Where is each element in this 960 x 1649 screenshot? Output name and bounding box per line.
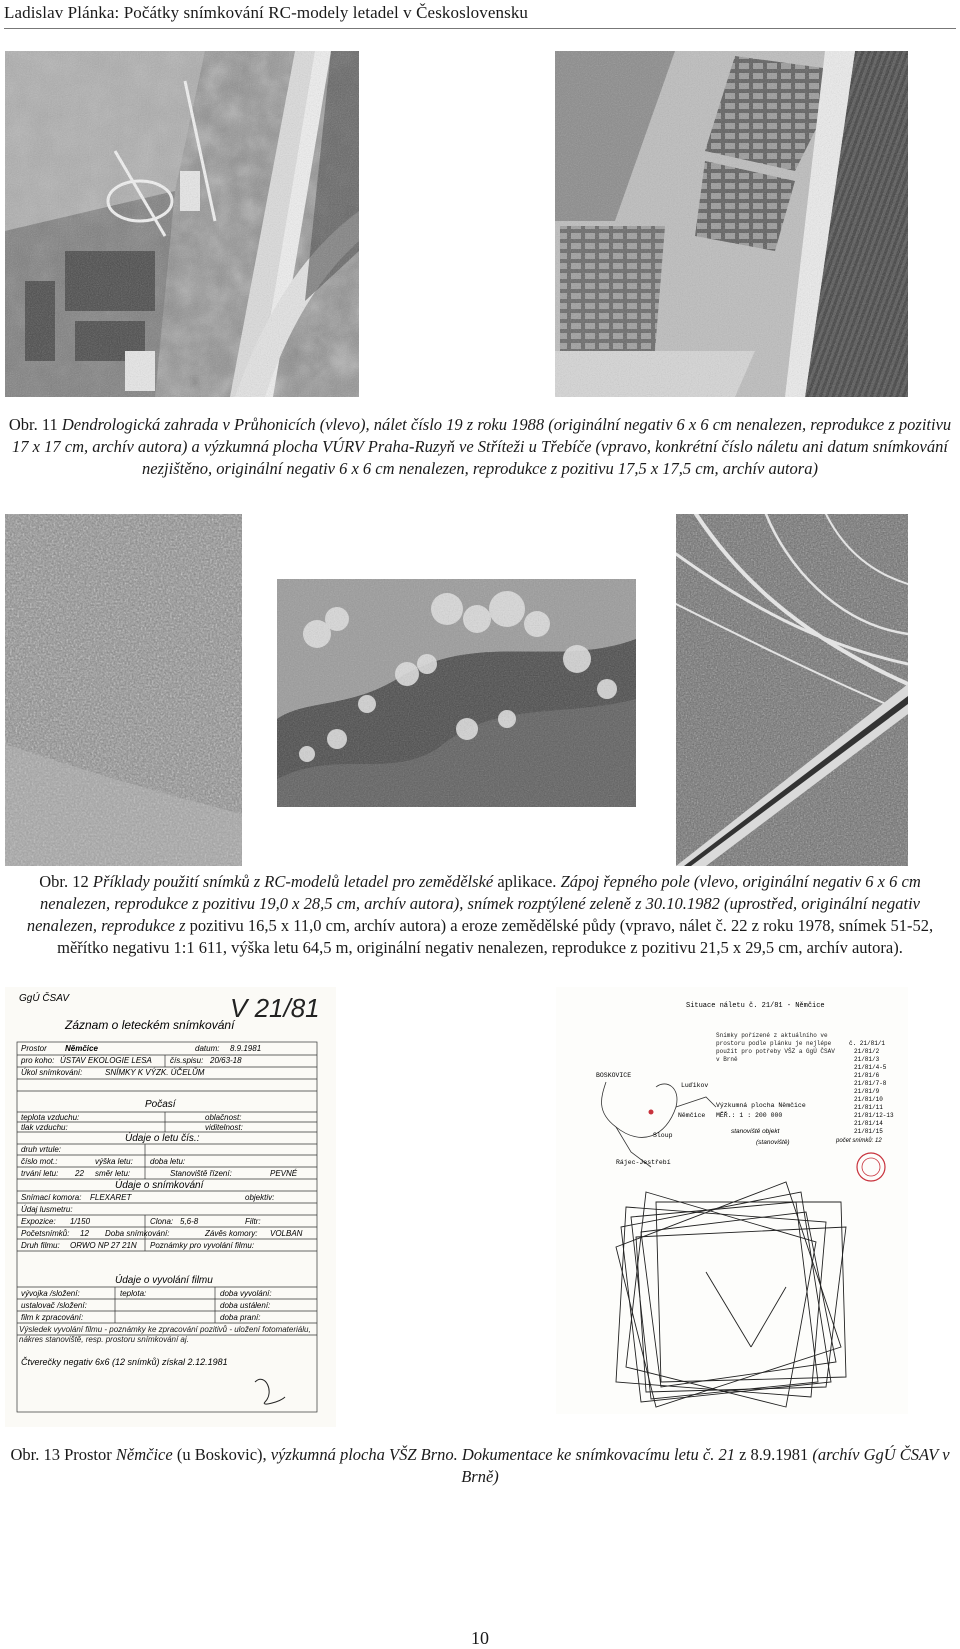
- form-smer-letu-label: směr letu:: [95, 1169, 131, 1178]
- form-viditelnost-label: viditelnost:: [205, 1123, 243, 1132]
- form-flight-number: V 21/81: [230, 993, 320, 1023]
- form-clona-label: Clona:: [150, 1217, 174, 1226]
- figure12-caption-part4: pozitivu 16,5 x 11,0 cm, archív autora) a eroze zemědělské půdy (vpravo, nálet č. 22 z roku 1978, snímek 51-52, měřítko negativu 1:1 611, výška letu 64,5 m, originální negativ nenalezen, reprodukce z pozitivu 21,5 x 29,5 cm, archív autora).: [57, 916, 934, 957]
- research-plot-marker: [649, 1110, 654, 1115]
- form-zaverka-value: VOLBAN: [270, 1229, 303, 1238]
- place-rajec: Rájec-Jestřebí: [616, 1159, 671, 1166]
- figure11-caption-part2: (vlevo), nálet číslo 19 z roku 1988 (originální negativ 6 x 6 cm nenalezen, reprodukce z pozitivu 17 x 17 cm, archív autora) a výzkumná plocha VÚRV Praha-Ruzyň ve Stříteži u Třebíče (vpravo, konkrétní číslo náletu ani datum snímkování nezjištěno, originální negativ 6 x 6 cm nenalezen, reprodukce z pozitivu 17,5 x 17,5 cm, archív autora): [12, 415, 952, 478]
- form-doba-vyvolani-label: doba vyvolání:: [220, 1289, 272, 1298]
- place-ludikov: Luďikov: [681, 1082, 709, 1089]
- photo-number: 21/81/4-5: [854, 1064, 887, 1071]
- form-komora-label: Snímací komora:: [21, 1193, 82, 1202]
- figure12-caption-part2: aplikace.: [493, 872, 557, 891]
- figure13-label: Obr. 13: [10, 1445, 60, 1464]
- photo-number: 21/81/9: [854, 1088, 880, 1095]
- form-stanoviste-label: Stanoviště řízení:: [170, 1169, 232, 1178]
- form-pro-koho-value: ÚSTAV EKOLOGIE LESA: [60, 1056, 152, 1065]
- figure13-caption-part4: výzkumná plocha VŠZ Brno. Dokumentace ke snímkovacímu letu č. 21: [266, 1445, 735, 1464]
- form-vyvolani-label: Údaje o vyvolání filmu: [115, 1275, 213, 1286]
- figure13-caption-part5: z 8.9.1981: [734, 1445, 809, 1464]
- form-teplota2-label: teplota:: [120, 1289, 147, 1298]
- figure12-label: Obr. 12: [39, 872, 89, 891]
- photo-strizez-aerial: [555, 51, 908, 397]
- form-trvani-letu-value: 22: [75, 1169, 84, 1178]
- form-doba-ustaleni-label: doba ustálení:: [220, 1301, 271, 1310]
- figure13-caption-part6: (archív GgÚ ČSAV v Brně): [461, 1445, 950, 1486]
- form-udaj-lusmetru-label: Údaj lusmetru:: [21, 1205, 73, 1214]
- photo-count: počet snímků: 12: [836, 1138, 882, 1144]
- form-pocasi-label: Počasí: [145, 1099, 176, 1110]
- page-number: 10: [471, 1628, 489, 1648]
- form-vyvojka-label: vývojka /složení:: [21, 1289, 80, 1298]
- photo-number: 21/81/11: [854, 1104, 883, 1111]
- form-ukol-label: Úkol snímkování:: [21, 1068, 83, 1077]
- form-clona-value: 5,6-8: [180, 1217, 199, 1226]
- photo-pruhonice-aerial: [5, 51, 359, 397]
- plot-label: Výzkumná plocha Němčice: [716, 1102, 806, 1109]
- flight-situation-map: [556, 987, 908, 1414]
- photo-number: 21/81/15: [854, 1128, 883, 1135]
- form-title: Záznam o leteckém snímkování: [65, 1018, 235, 1032]
- form-teplota-label: teplota vzduchu:: [21, 1113, 80, 1122]
- form-expozice-value: 1/150: [70, 1217, 91, 1226]
- form-datum-label: datum:: [195, 1044, 220, 1053]
- figure11-label: Obr. 11: [8, 415, 58, 434]
- figure13-caption-part2: Němčice: [111, 1445, 173, 1464]
- figure13-caption-part3: (u Boskovic),: [172, 1445, 267, 1464]
- photo-number: č. 21/81/1: [849, 1040, 886, 1047]
- form-pro-koho-label: pro koho:: [21, 1056, 55, 1065]
- form-vysledek-value: Čtverečky negativ 6x6 (12 snímků) získal 2.12.1981: [21, 1357, 228, 1367]
- photo-number: 21/81/10: [854, 1096, 883, 1103]
- map-note: Snímky pořízené z aktuálního ve prostoru podle plánku je nejlépe použít pro potřeby VŠZ a GgÚ ČSAV v Brně: [716, 1032, 835, 1063]
- photo-beet-field: [5, 514, 242, 866]
- photo-number: 21/81/6: [854, 1072, 880, 1079]
- photo-number: 21/81/14: [854, 1120, 883, 1127]
- map-scale: MĚŘ.: 1 : 200 000: [716, 1112, 783, 1119]
- legend-stand: (stanoviště): [756, 1139, 790, 1146]
- legend-object: stanoviště objekt: [731, 1128, 780, 1135]
- figure11-caption-part1: Dendrologická zahrada v Průhonicích: [57, 415, 316, 434]
- form-poznamky-label: Poznámky pro vyvolání filmu:: [150, 1241, 255, 1250]
- form-udaje-letu-label: Údaje o letu čís.:: [125, 1133, 200, 1144]
- form-ukol-value: SNÍMKY K VÝZK. ÚČELŮM: [105, 1068, 205, 1077]
- photo-number: 21/81/3: [854, 1056, 880, 1063]
- photo-scattered-greenery: [277, 579, 636, 807]
- figure12-caption-part3: Zápoj řepného pole (vlevo, originální negativ 6 x 6 cm nenalezen, reprodukce z pozitivu 19,0 x 28,5 cm, archív autora), snímek rozptýlené zeleně z 30.10.1982 (uprostřed, originální negativ nenalezen, reprodukce z: [26, 872, 921, 935]
- photo-number: 21/81/2: [854, 1048, 880, 1055]
- flight-record-form: [5, 987, 336, 1427]
- running-title: Ladislav Plánka: Počátky snímkování RC-modely letadel v Československu: [4, 3, 529, 22]
- form-zaverka-label: Závěs komory:: [205, 1229, 258, 1238]
- form-prostor-value: Němčice: [65, 1044, 98, 1053]
- form-ustalovac-label: ustalovač /složení:: [21, 1301, 87, 1310]
- form-cis-spisu-value: 20/63-18: [210, 1056, 242, 1065]
- photo-soil-erosion: [676, 514, 908, 866]
- form-objektiv-label: objektiv:: [245, 1193, 275, 1202]
- form-druh-filmu-value: ORWO NP 27 21N: [70, 1241, 137, 1250]
- form-komora-value: FLEXARET: [90, 1193, 132, 1202]
- figure13-caption: [8, 1444, 952, 1488]
- place-nemcice: Němčice: [678, 1112, 706, 1119]
- form-cislo-motoru-label: číslo mot.:: [21, 1157, 58, 1166]
- form-doba-prani-label: doba praní:: [220, 1313, 261, 1322]
- form-stanoviste-value: PEVNÉ: [270, 1169, 298, 1178]
- form-pocet-snimku-value: 12: [80, 1229, 89, 1238]
- form-filtr-label: Filtr:: [245, 1217, 261, 1226]
- form-expozice-label: Expozice:: [21, 1217, 56, 1226]
- place-boskovice: BOSKOVICE: [596, 1072, 632, 1079]
- form-cis-spisu-label: čís.spisu:: [170, 1056, 204, 1065]
- form-doba-snimkovani-label: Doba snímkování:: [105, 1229, 170, 1238]
- form-datum-value: 8.9.1981: [230, 1044, 262, 1053]
- form-pocet-snimku-label: Početsnímků:: [21, 1229, 70, 1238]
- form-vyska-letu-label: výška letu:: [95, 1157, 133, 1166]
- place-sloup: Sloup: [653, 1132, 673, 1139]
- form-udaje-snimkovani-label: Údaje o snímkování: [115, 1180, 204, 1191]
- photo-number: 21/81/7-8: [854, 1080, 887, 1087]
- form-trvani-letu-label: trvání letu:: [21, 1169, 59, 1178]
- figure12-caption-part1: Příklady použití snímků z RC-modelů letadel pro zemědělské: [88, 872, 494, 891]
- form-org: GgÚ ČSAV: [19, 993, 70, 1004]
- form-druh-filmu-label: Druh filmu:: [21, 1241, 60, 1250]
- form-prostor-label: Prostor: [21, 1044, 47, 1053]
- figure11-caption: [8, 414, 952, 480]
- figure13-caption-part1: Prostor: [59, 1445, 112, 1464]
- photo-number: 21/81/12-13: [854, 1112, 894, 1119]
- figure12-caption: [8, 871, 952, 959]
- running-header: [4, 0, 956, 29]
- form-doba-letu-label: doba letu:: [150, 1157, 186, 1166]
- form-tlak-label: tlak vzduchu:: [21, 1123, 68, 1132]
- form-zpracovatel-label: film k zpracování:: [21, 1313, 84, 1322]
- form-vysledek-label: Výsledek vyvolání filmu - poznámky ke zpracování pozitivů - uložení fotomateriálu, nákres stanoviště, resp. prostoru snímkování aj.: [19, 1325, 311, 1344]
- form-oblacnost-label: oblačnost:: [205, 1113, 242, 1122]
- map-title: Situace náletu č. 21/81 - Němčice: [686, 1002, 825, 1010]
- form-druh-vrtule-label: druh vrtule:: [21, 1145, 62, 1154]
